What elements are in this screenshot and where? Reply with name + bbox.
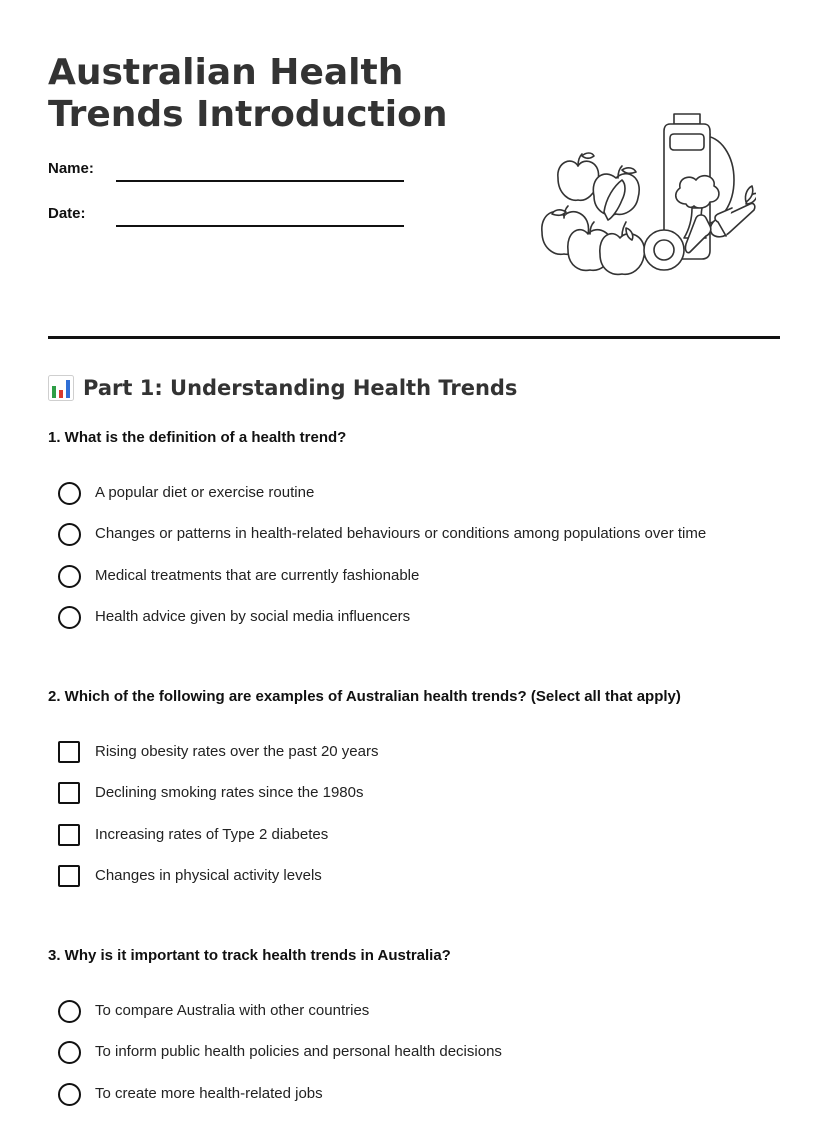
answer-option[interactable]: [48, 523, 780, 564]
answer-options: [48, 1000, 780, 1124]
answer-option[interactable]: [48, 865, 780, 906]
title-line-1: Australian Health: [48, 52, 404, 93]
date-label: Date:: [48, 205, 86, 222]
date-field[interactable]: [116, 225, 404, 227]
option-label: To create more health-related jobs: [95, 1084, 323, 1102]
bar-chart-icon: [48, 375, 74, 401]
option-label: Declining smoking rates since the 1980s: [95, 784, 364, 802]
answer-option[interactable]: [48, 824, 780, 865]
name-field-row: [48, 158, 408, 182]
answer-options: [48, 482, 780, 648]
date-field-row: [48, 203, 408, 227]
option-label: To inform public health policies and personal health decisions: [95, 1043, 502, 1061]
radio-button[interactable]: [58, 1041, 81, 1064]
checkbox[interactable]: [58, 741, 80, 763]
question-3: [48, 946, 780, 1102]
answer-options: [48, 741, 780, 907]
option-label: To compare Australia with other countries: [95, 1002, 370, 1019]
radio-button[interactable]: [58, 523, 81, 546]
checkbox[interactable]: [58, 782, 80, 804]
option-label: Health advice given by social media influencers: [95, 608, 411, 626]
option-label: Increasing rates of Type 2 diabetes: [95, 825, 329, 843]
option-label: Medical treatments that are currently fashionable: [95, 566, 420, 584]
name-field[interactable]: [116, 180, 404, 182]
option-label: Rising obesity rates over the past 20 years: [95, 743, 379, 760]
part-1-heading: [48, 372, 517, 404]
radio-button[interactable]: [58, 1083, 81, 1106]
question-text: 3. Why is it important to track health trends in Australia?: [48, 947, 451, 964]
question-1: [48, 428, 780, 626]
answer-option[interactable]: [48, 741, 780, 782]
option-label: Changes or patterns in health-related behaviours or conditions among populations over time: [95, 525, 707, 543]
worksheet-header: [48, 0, 780, 340]
answer-option[interactable]: [48, 482, 780, 523]
radio-button[interactable]: [58, 482, 81, 505]
question-text: 2. Which of the following are examples of Australian health trends? (Select all that apply): [48, 688, 681, 705]
section-title: Part 1: Understanding Health Trends: [83, 376, 518, 400]
answer-option[interactable]: [48, 606, 780, 647]
answer-option[interactable]: [48, 782, 780, 823]
question-text: 1. What is the definition of a health trend?: [48, 429, 347, 446]
answer-option[interactable]: [48, 565, 780, 606]
radio-button[interactable]: [58, 1000, 81, 1023]
checkbox[interactable]: [58, 824, 80, 846]
worksheet-page: [48, 0, 780, 1102]
checkbox[interactable]: [58, 865, 80, 887]
answer-option[interactable]: [48, 1041, 780, 1082]
radio-button[interactable]: [58, 565, 81, 588]
answer-option[interactable]: [48, 1000, 780, 1041]
option-label: Changes in physical activity levels: [95, 867, 322, 885]
healthy-food-illustration-icon: [536, 104, 756, 280]
radio-button[interactable]: [58, 606, 81, 629]
section-divider: [48, 336, 780, 339]
name-label: Name:: [48, 160, 94, 177]
page-title: [48, 52, 468, 136]
question-2: [48, 687, 780, 885]
title-line-2: Trends Introduction: [48, 94, 448, 135]
option-label: A popular diet or exercise routine: [95, 484, 315, 501]
